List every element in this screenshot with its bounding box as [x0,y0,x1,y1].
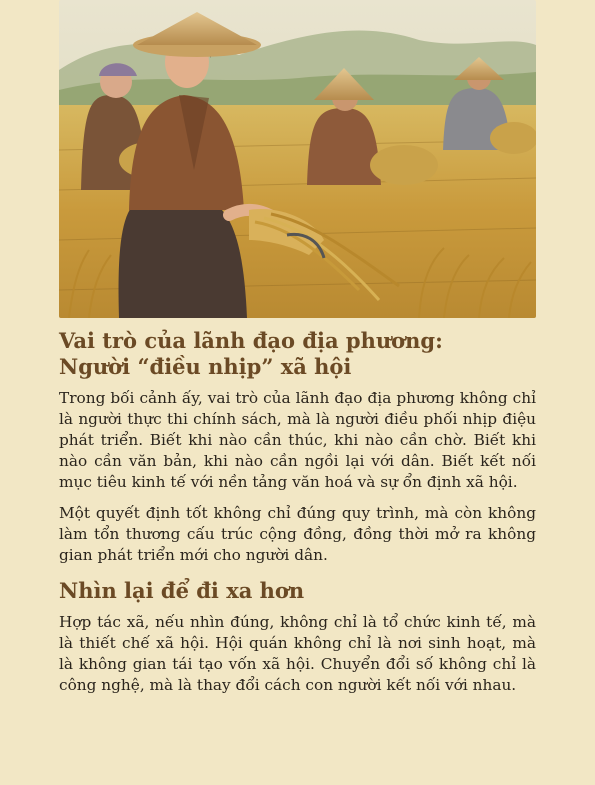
rice-harvest-illustration [59,0,536,318]
paragraph: Một quyết định tốt không chỉ đúng quy trình, mà còn không làm tổn thương cấu trúc cộng đồng, đồng thời mở ra không gian phát triển mới cho người dân. [59,504,536,564]
paragraph: Hợp tác xã, nếu nhìn đúng, không chỉ là tổ chức kinh tế, mà là thiết chế xã hội. Hội quán không chỉ là nơi sinh hoạt, mà là không gian tái tạo vốn xã hội. Chuyển đổi số không chỉ là công nghệ, mà là thay đổi cách con người kết nối với nhau. [59,613,536,694]
section-heading: Nhìn lại để đi xa hơn [59,578,305,603]
section-heading-line: Người “điều nhịp” xã hội [59,354,352,379]
paragraph: Trong bối cảnh ấy, vai trò của lãnh đạo địa phương không chỉ là người thực thi chính sách, mà là người điều phối nhịp điệu phát triển. Biết khi nào cần thúc, khi nào cần chờ. Biết khi nào cần văn bản, khi nào cần ngồi lại với dân. Biết kết nối mục tiêu kinh tế với nền tảng văn hoá và sự ổn định xã hội. [59,389,536,491]
article-body [59,328,536,696]
hero-illustration [59,0,536,318]
section-heading [59,328,536,380]
section-heading-line: Vai trò của lãnh đạo địa phương: [59,328,443,353]
